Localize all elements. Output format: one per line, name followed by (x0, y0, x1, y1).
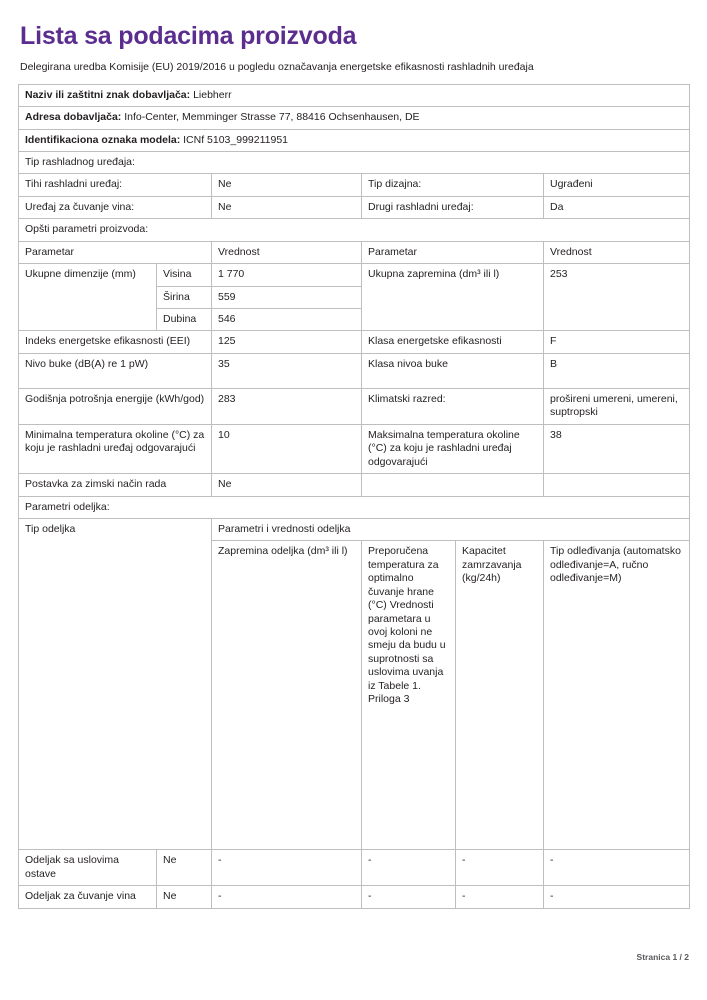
winter-setting-value: Ne (212, 474, 362, 496)
climate-class-label: Klimatski razred: (362, 388, 544, 424)
compartment-temperature-header: Preporučena temperatura za optimalno čuvanje hrane (°C) Vrednosti parametara u ovoj koloni ne smeju da budu u suprotnosti sa uslovima uvanja iz Tabele 1. Priloga 3 (362, 541, 456, 850)
regulation-reference: Delegirana uredba Komisije (EU) 2019/2016 u pogledu označavanja energetske efikasnosti rashladnih uređaja (20, 61, 534, 73)
eei-label: Indeks energetske efikasnosti (EEI) (19, 331, 212, 353)
appliance-type-section-label: Tip rashladnog uređaja: (19, 151, 690, 173)
table-row-compartment-pantry (19, 850, 690, 886)
max-ambient-value: 38 (544, 424, 690, 473)
low-noise-value: Ne (212, 174, 362, 196)
product-data-table (18, 84, 690, 909)
supplier-name-value: Liebherr (193, 88, 232, 101)
page-footer: Stranica 1 / 2 (636, 952, 689, 962)
dimension-name-depth: Dubina (157, 309, 212, 331)
compartment-temperature-wine: - (362, 886, 456, 908)
compartment-volume-wine: - (212, 886, 362, 908)
min-ambient-value: 10 (212, 424, 362, 473)
table-row-noise (19, 353, 690, 388)
dimension-value-height: 1 770 (212, 264, 362, 286)
model-cell (19, 129, 690, 151)
compartment-freezing-pantry: - (456, 850, 544, 886)
winter-setting-label: Postavka za zimski način rada (19, 474, 212, 496)
wine-storage-value: Ne (212, 196, 362, 218)
page-title: Lista sa podacima proizvoda (20, 22, 357, 50)
compartment-type-header: Tip odeljka (19, 518, 212, 849)
annual-consumption-value: 283 (212, 388, 362, 424)
design-type-value: Ugrađeni (544, 174, 690, 196)
compartment-defrost-wine: - (544, 886, 690, 908)
compartment-group-header: Parametri i vrednosti odeljka (212, 518, 690, 540)
section-header-compartments (19, 496, 690, 518)
general-section-label: Opšti parametri proizvoda: (19, 219, 690, 241)
dimension-name-width: Širina (157, 286, 212, 308)
compartment-freezing-header: Kapacitet zamrzavanja (kg/24h) (456, 541, 544, 850)
max-ambient-label: Maksimalna temperatura okoline (°C) za koju je rashladni uređaj odgovarajući (362, 424, 544, 473)
table-row-low-noise (19, 174, 690, 196)
dimension-name-height: Visina (157, 264, 212, 286)
compartment-type-pantry: Odeljak sa uslovima ostave (19, 850, 157, 886)
compartment-type-wine: Odeljak za čuvanje vina (19, 886, 157, 908)
table-row-compartment-wine (19, 886, 690, 908)
supplier-address-value: Info-Center, Memminger Strasse 77, 88416 Ochsenhausen, DE (124, 111, 420, 124)
annual-consumption-label: Godišnja potrošnja energije (kWh/god) (19, 388, 212, 424)
table-row-eei (19, 331, 690, 353)
compartment-volume-pantry: - (212, 850, 362, 886)
table-row-wine-storage (19, 196, 690, 218)
table-row-dimension-height (19, 264, 690, 286)
compartment-present-pantry: Ne (157, 850, 212, 886)
supplier-name-label: Naziv ili zaštitni znak dobavljača: (25, 88, 191, 101)
wine-storage-label: Uređaj za čuvanje vina: (19, 196, 212, 218)
dimension-value-width: 559 (212, 286, 362, 308)
table-row-model (19, 129, 690, 151)
compartment-defrost-header: Tip odleđivanja (automatsko odleđivanje=A, ručno odleđivanje=M) (544, 541, 690, 850)
total-volume-value: 253 (544, 264, 690, 331)
table-row-winter-setting (19, 474, 690, 496)
model-label: Identifikaciona oznaka modela: (25, 133, 181, 146)
low-noise-label: Tihi rashladni uređaj: (19, 174, 212, 196)
supplier-address-cell (19, 107, 690, 129)
other-appliance-value: Da (544, 196, 690, 218)
compartments-section-label: Parametri odeljka: (19, 496, 690, 518)
noise-class-value: B (544, 353, 690, 388)
general-header-value-2: Vrednost (544, 241, 690, 263)
table-row-supplier-address (19, 107, 690, 129)
energy-class-label: Klasa energetske efikasnosti (362, 331, 544, 353)
climate-class-value: prošireni umereni, umereni, suptropski (544, 388, 690, 424)
noise-label: Nivo buke (dB(A) re 1 pW) (19, 353, 212, 388)
noise-class-label: Klasa nivoa buke (362, 353, 544, 388)
compartment-temperature-pantry: - (362, 850, 456, 886)
table-row-ambient-temperature (19, 424, 690, 473)
other-appliance-label: Drugi rashladni uređaj: (362, 196, 544, 218)
model-value: ICNf 5103_999211951 (183, 133, 289, 146)
winter-setting-empty-value (544, 474, 690, 496)
compartment-present-wine: Ne (157, 886, 212, 908)
table-header-general (19, 241, 690, 263)
table-header-compartment-group (19, 518, 690, 540)
compartment-volume-header: Zapremina odeljka (dm³ ili l) (212, 541, 362, 850)
energy-class-value: F (544, 331, 690, 353)
general-header-value-1: Vrednost (212, 241, 362, 263)
supplier-name-cell (19, 84, 690, 106)
general-header-parameter-1: Parametar (19, 241, 212, 263)
overall-dimensions-label: Ukupne dimenzije (mm) (19, 264, 157, 331)
min-ambient-label: Minimalna temperatura okoline (°C) za koju je rashladni uređaj odgovarajući (19, 424, 212, 473)
dimension-value-depth: 546 (212, 309, 362, 331)
section-header-appliance-type (19, 151, 690, 173)
eei-value: 125 (212, 331, 362, 353)
winter-setting-empty-label (362, 474, 544, 496)
table-row-supplier-name (19, 84, 690, 106)
design-type-label: Tip dizajna: (362, 174, 544, 196)
table-row-annual-consumption (19, 388, 690, 424)
general-header-parameter-2: Parametar (362, 241, 544, 263)
section-header-general (19, 219, 690, 241)
compartment-freezing-wine: - (456, 886, 544, 908)
supplier-address-label: Adresa dobavljača: (25, 111, 122, 124)
compartment-defrost-pantry: - (544, 850, 690, 886)
noise-value: 35 (212, 353, 362, 388)
total-volume-label: Ukupna zapremina (dm³ ili l) (362, 264, 544, 331)
